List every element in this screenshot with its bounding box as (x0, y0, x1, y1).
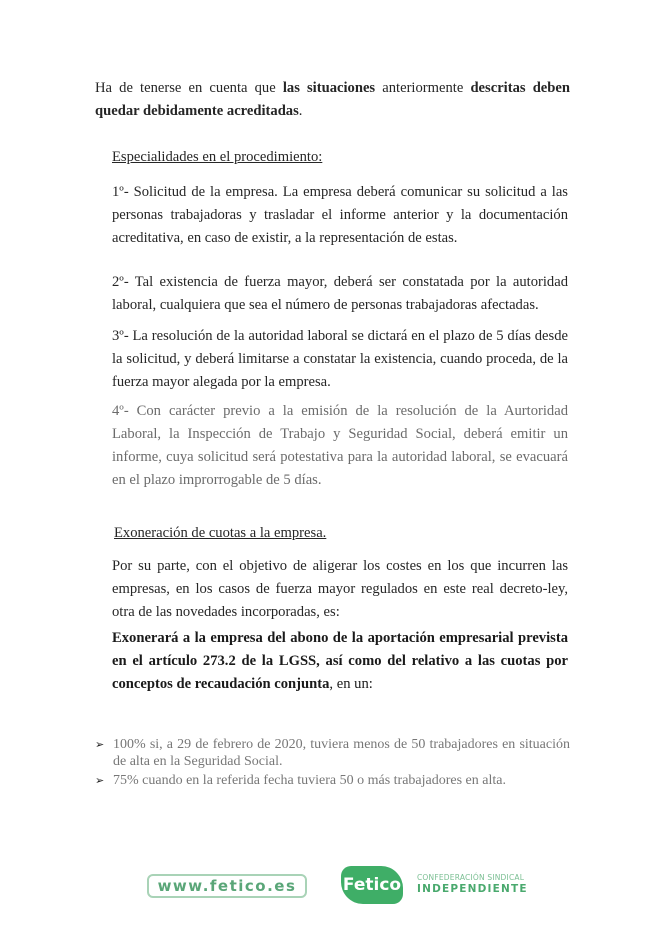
org-name-line2: INDEPENDIENTE (417, 883, 528, 895)
procedure-item-3: 3º- La resolución de la autoridad laboral se dictará en el plazo de 5 días desde la solicitud, y deberá limitarse a constatar la existencia, cuando proceda, de la fuerza mayor alegada por la empresa. (112, 328, 568, 390)
intro-text-2: anteriormente (375, 80, 471, 96)
section-heading-procedure: Especialidades en el procedimiento: (112, 149, 323, 165)
intro-paragraph (95, 77, 570, 123)
section-heading-exoneration: Exoneración de cuotas a la empresa. (114, 525, 327, 541)
arrow-bullet-icon: ➢ (95, 774, 105, 787)
bullet-text: 100% si, a 29 de febrero de 2020, tuviera menos de 50 trabajadores en situación de alta en la Seguridad Social. (113, 737, 570, 769)
exoneration-tail-text: , en un: (329, 676, 373, 692)
fetico-logo: Fetico (341, 866, 403, 904)
bullet-text: 75% cuando en la referida fecha tuviera 50 o más trabajadores en alta. (113, 773, 506, 788)
procedure-item-2: 2º- Tal existencia de fuerza mayor, deberá ser constatada por la autoridad laboral, cualquiera que sea el número de personas trabajadoras afectadas. (112, 274, 568, 313)
exoneration-bold-text: Exonerará a la empresa del abono de la aportación empresarial prevista en el artículo 273.2 de la LGSS, así como del relativo a las cuotas por conceptos de recaudación conjunta (112, 630, 568, 692)
list-item (95, 736, 570, 770)
procedure-item-4: 4º- Con carácter previo a la emisión de la resolución de la Aurtoridad Laboral, la Inspección de Trabajo y Seguridad Social, deberá emitir un informe, cuya solicitud será potestativa para la autoridad laboral, se evacuará en el plazo improrrogable de 5 días. (112, 403, 568, 488)
exoneration-bold-paragraph (112, 627, 568, 696)
website-link[interactable]: www.fetico.es (147, 874, 307, 898)
intro-bold-2: descritas deben quedar debidamente acreditadas (95, 80, 570, 119)
intro-text-1: Ha de tenerse en cuenta que (95, 80, 283, 96)
list-item (95, 772, 570, 789)
arrow-bullet-icon: ➢ (95, 738, 105, 751)
exoneration-bullet-list (95, 736, 570, 791)
org-name-line1: CONFEDERACIÓN SINDICAL (417, 873, 525, 882)
procedure-item-1: 1º- Solicitud de la empresa. La empresa deberá comunicar su solicitud a las personas trabajadoras y trasladar el informe anterior y la documentación acreditativa, en caso de existir, a la representación de estas. (112, 184, 568, 246)
intro-text-3: . (298, 103, 303, 119)
intro-bold-1: las situaciones (282, 80, 376, 96)
exoneration-paragraph: Por su parte, con el objetivo de aligerar los costes en los que incurren las empresas, en los casos de fuerza mayor regulados en este real decreto-ley, otra de las novedades incorporadas, es: (112, 558, 568, 620)
